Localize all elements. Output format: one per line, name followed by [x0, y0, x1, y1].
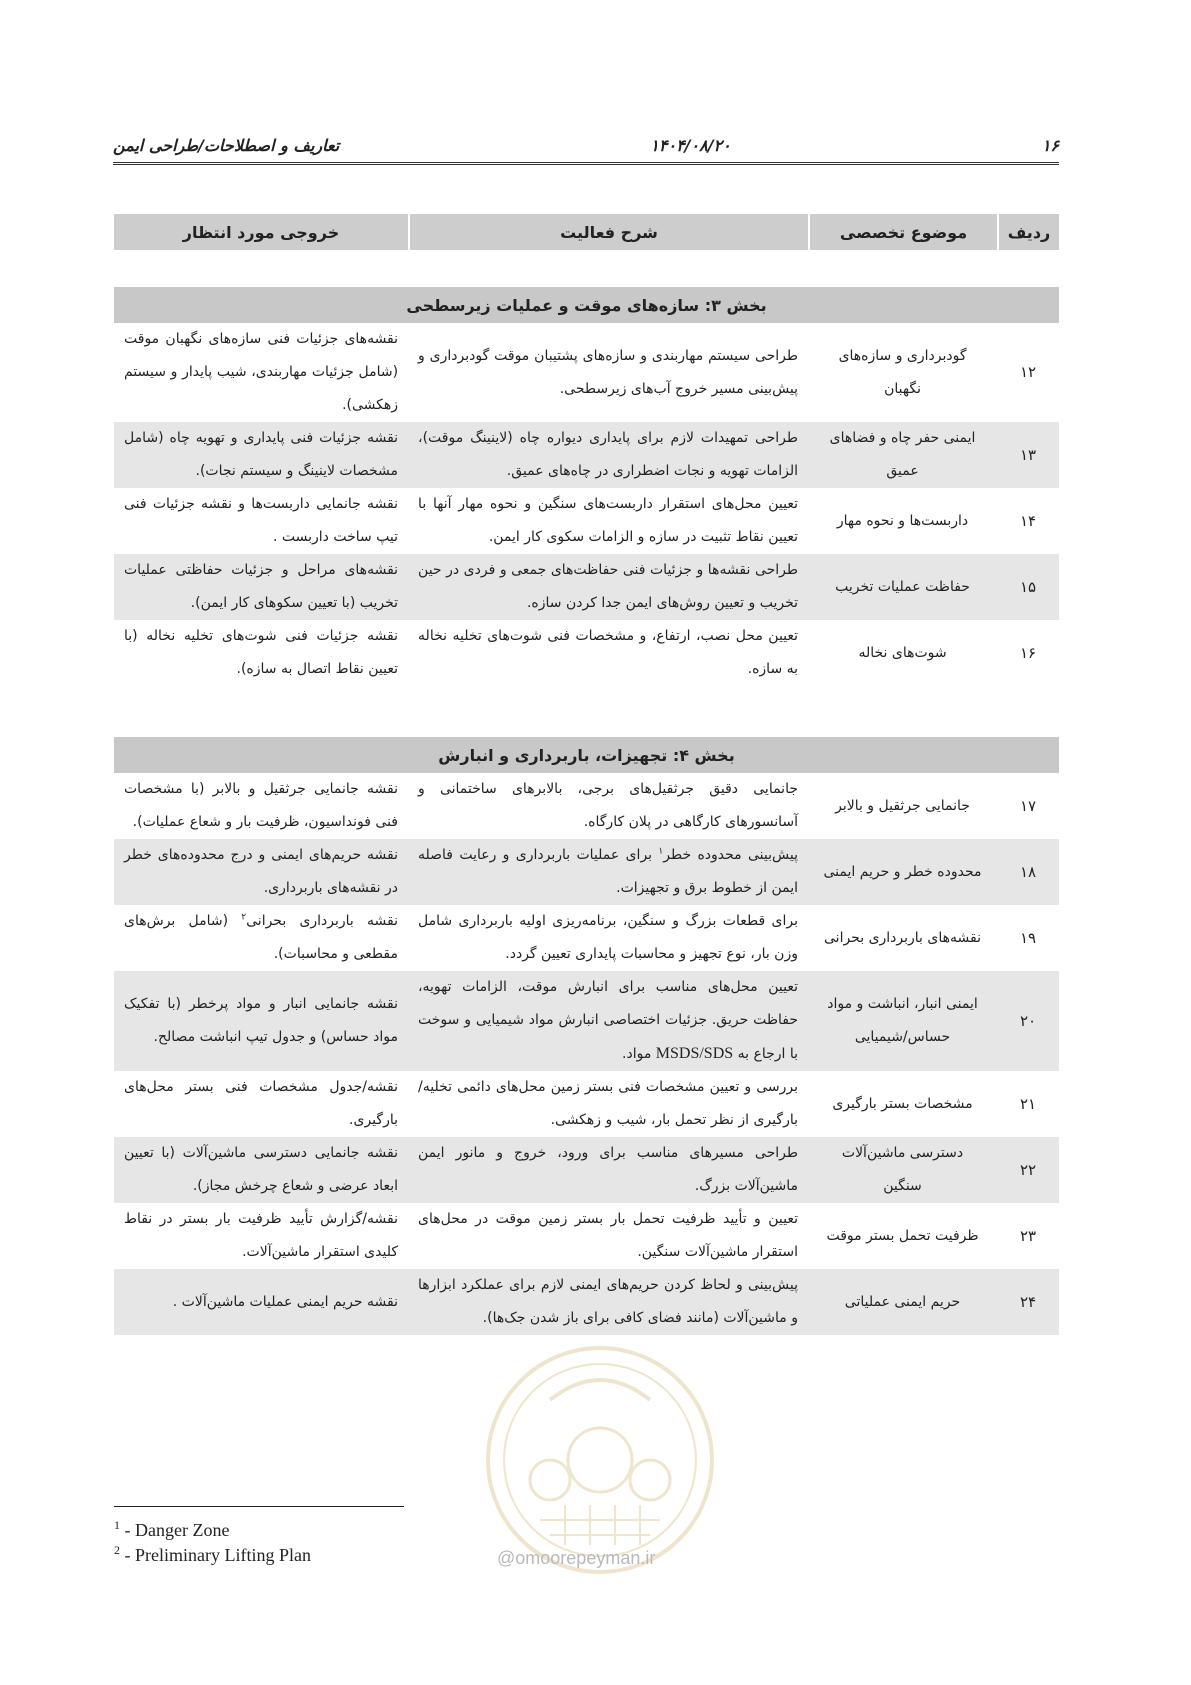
page-number: ۱۶ [1041, 135, 1059, 155]
desc-latin: MSDS/SDS [655, 1045, 734, 1062]
table-row [114, 1269, 1059, 1335]
row-number: ۱۸ [997, 839, 1059, 905]
table-row [114, 554, 1059, 620]
header-title: تعاریف و اصطلاحات/طراحی ایمن [113, 135, 340, 155]
row-topic: ظرفیت تحمل بستر موقت [826, 1227, 979, 1244]
row-number: ۲۲ [997, 1137, 1059, 1203]
column-header-output: خروجی مورد انتظار [114, 214, 408, 250]
row-number: ۱۳ [997, 422, 1059, 488]
row-topic: ایمنی حفر چاه و فضاهای عمیق [808, 422, 997, 488]
column-header-desc: شرح فعالیت [408, 214, 808, 250]
row-output [114, 905, 408, 971]
footnote-item [114, 1543, 311, 1568]
row-topic: ایمنی انبار، انباشت و مواد حساس/شیمیایی [808, 971, 997, 1071]
row-output: نقشه جانمایی دسترسی ماشین‌آلات (با تعیین ابعاد عرضی و شعاع چرخش مجاز). [114, 1137, 408, 1203]
table-row [114, 323, 1059, 422]
row-description: طراحی مسیرهای مناسب برای ورود، خروج و مانور ایمن ماشین‌آلات بزرگ. [408, 1137, 808, 1203]
section-4-table [114, 737, 1059, 1335]
column-header-topic: موضوع تخصصی [808, 214, 997, 250]
row-topic: جانمایی جرثقیل و بالابر [835, 797, 970, 814]
row-output: نقشه جانمایی انبار و مواد پرخطر (با تفکیک مواد حساس) و جدول تیپ انباشت مصالح. [114, 971, 408, 1071]
table-row [114, 1203, 1059, 1269]
footnote-ref: ۱ [658, 846, 664, 857]
row-topic: محدوده خطر و حریم ایمنی [808, 839, 997, 905]
row-description: طراحی تمهیدات لازم برای پایداری دیواره چاه (لاینینگ موقت)، الزامات تهویه و نجات اضطراری در چاه‌های عمیق. [408, 422, 808, 488]
row-topic: نقشه‌های باربرداری بحرانی [824, 929, 981, 946]
table-row [114, 488, 1059, 554]
row-output: نقشه/جدول مشخصات فنی بستر محل‌های بارگیری. [124, 1079, 398, 1128]
column-header-row: ردیف [997, 214, 1059, 250]
row-description: تعیین محل‌های استقرار داربست‌های سنگین و نحوه مهار آنها با تعیین نقاط تثبیت در سازه و الزامات سکوی کار ایمن. [418, 496, 799, 545]
row-number: ۱۷ [1019, 796, 1037, 815]
row-topic: حفاظت عملیات تخریب [808, 554, 997, 620]
row-number: ۱۶ [1019, 643, 1037, 662]
footnote-ref: ۲ [241, 912, 247, 923]
row-description: طراحی سیستم مهاربندی و سازه‌های پشتیبان موقت گودبرداری و پیش‌بینی مسیر خروج آب‌های زیرسطحی. [418, 347, 799, 397]
row-output: نقشه جانمایی داربست‌ها و نقشه جزئیات فنی تیپ ساخت داربست . [124, 496, 399, 545]
section-3-title: بخش ۳: سازه‌های موقت و عملیات زیرسطحی [114, 287, 1059, 323]
row-number: ۲۴ [997, 1269, 1059, 1335]
row-topic: مشخصات بستر بارگیری [832, 1095, 973, 1112]
table-row [114, 905, 1059, 971]
table-row [114, 620, 1059, 686]
row-topic: شوت‌های نخاله [858, 644, 947, 661]
desc-part: برای عملیات باربرداری و رعایت فاصله ایمن از خطوط برق و تجهیزات. [418, 847, 798, 896]
row-description: تعیین و تأیید ظرفیت تحمل بار بستر زمین موقت در محل‌های استقرار ماشین‌آلات سنگین. [418, 1211, 798, 1260]
row-number: ۲۳ [1019, 1226, 1037, 1245]
footnote-divider [114, 1506, 404, 1507]
row-output: نقشه‌های مراحل و جزئیات حفاظتی عملیات تخریب (با تعیین سکوهای کار ایمن). [114, 554, 408, 620]
row-number: ۲۰ [997, 971, 1059, 1071]
row-output: نقشه جزئیات فنی شوت‌های تخلیه نخاله (با تعیین نقاط اتصال به سازه). [124, 628, 399, 677]
footnote-number: 2 [114, 1543, 120, 1557]
footnote-text: - Preliminary Lifting Plan [120, 1545, 311, 1565]
section-3-table [114, 287, 1059, 686]
row-number: ۲۱ [1019, 1094, 1037, 1113]
page-header [113, 128, 1059, 165]
section-4-title: بخش ۴: تجهیزات، باربرداری و انبارش [114, 737, 1059, 773]
row-output: نقشه‌های جزئیات فنی سازه‌های نگهبان موقت (شامل جزئیات مهاربندی، شیب پایدار و سیستم زهکشی). [124, 331, 399, 413]
desc-part: مواد. [622, 1046, 652, 1062]
row-number: ۱۵ [997, 554, 1059, 620]
table-row [114, 422, 1059, 488]
row-description: تعیین محل نصب، ارتفاع، و مشخصات فنی شوت‌های تخلیه نخاله به سازه. [418, 628, 799, 677]
row-topic: حریم ایمنی عملیاتی [808, 1269, 997, 1335]
footnotes [114, 1518, 311, 1568]
row-description [408, 971, 808, 1071]
row-number: ۱۹ [1019, 928, 1037, 947]
row-description: طراحی نقشه‌ها و جزئیات فنی حفاظت‌های جمعی و فردی در حین تخریب و تعیین روش‌های ایمن جدا کردن سازه. [408, 554, 808, 620]
desc-part: تعیین محل‌های مناسب برای انبارش موقت، الزامات تهویه، حفاظت حریق. جزئیات اختصاصی انبارش مواد شیمیایی و سوخت با ارجاع به [418, 979, 798, 1062]
row-topic: دسترسی ماشین‌آلات سنگین [808, 1137, 997, 1203]
footnote-text: - Danger Zone [120, 1520, 230, 1540]
footnote-item [114, 1518, 311, 1543]
footnote-number: 1 [114, 1518, 120, 1532]
row-description: بررسی و تعیین مشخصات فنی بستر زمین محل‌های دائمی تخلیه/بارگیری از نظر تحمل بار، شیب و زهکشی. [418, 1079, 798, 1128]
row-topic: داربست‌ها و نحوه مهار [836, 512, 969, 529]
header-date: ۱۴۰۴/۰۸/۲۰ [650, 135, 731, 155]
row-number: ۱۲ [1019, 363, 1037, 381]
row-number: ۱۴ [1019, 511, 1037, 530]
row-description [408, 839, 808, 905]
row-output: نقشه جانمایی جرثقیل و بالابر (با مشخصات فنی فونداسیون، ظرفیت بار و شعاع عملیات). [124, 781, 398, 830]
table-row [114, 1071, 1059, 1137]
row-description: پیش‌بینی و لحاظ کردن حریم‌های ایمنی لازم برای عملکرد ابزارها و ماشین‌آلات (مانند فضای کافی برای باز شدن جک‌ها). [408, 1269, 808, 1335]
row-output: نقشه حریم ایمنی عملیات ماشین‌آلات . [114, 1269, 408, 1335]
table-row [114, 1137, 1059, 1203]
output-part: (شامل برش‌های مقطعی و محاسبات). [124, 913, 398, 962]
table-row [114, 971, 1059, 1071]
row-output: نقشه/گزارش تأیید ظرفیت بار بستر در نقاط کلیدی استقرار ماشین‌آلات. [124, 1211, 398, 1260]
column-header-table [114, 214, 1059, 250]
desc-part: پیش‌بینی محدوده خطر [663, 847, 798, 863]
watermark-text: @omoorepeyman.ir [497, 1548, 656, 1568]
table-row [114, 773, 1059, 839]
row-description: جانمایی دقیق جرثقیل‌های برجی، بالابرهای ساختمانی و آسانسورهای کارگاهی در پلان کارگاه. [418, 781, 798, 830]
output-part: نقشه باربرداری بحرانی [246, 913, 398, 929]
row-output: نقشه جزئیات فنی پایداری و تهویه چاه (شامل مشخصات لاینینگ و سیستم نجات). [114, 422, 408, 488]
table-row [114, 839, 1059, 905]
row-topic: گودبرداری و سازه‌های نگهبان [838, 347, 967, 397]
omoore-peyman-logo-icon [480, 1340, 720, 1580]
row-output: نقشه حریم‌های ایمنی و درج محدوده‌های خطر در نقشه‌های باربرداری. [114, 839, 408, 905]
row-description: برای قطعات بزرگ و سنگین، برنامه‌ریزی اولیه باربرداری شامل وزن بار، نوع تجهیز و محاسبات پایداری تعیین گردد. [418, 913, 798, 962]
